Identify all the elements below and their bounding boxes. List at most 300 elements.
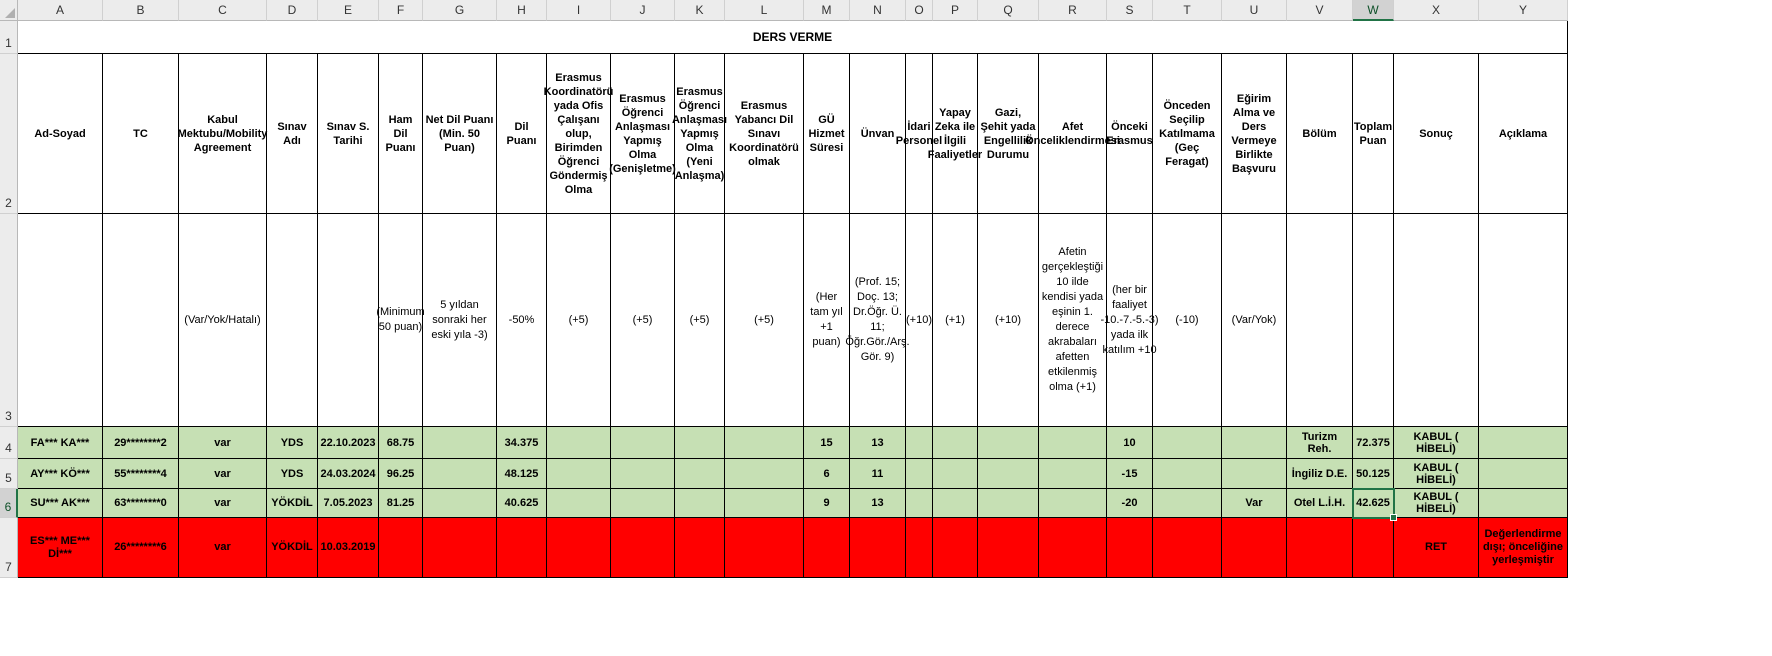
data-cell-e5-text: 24.03.2024 [320, 467, 376, 480]
note-cell-m-text: (Her tam yıl +1 puan) [810, 291, 843, 348]
data-cell-l6[interactable] [725, 489, 804, 518]
data-cell-y6[interactable] [1479, 489, 1568, 518]
row-header-2-text: 2 [5, 196, 12, 210]
note-cell-k[interactable] [675, 214, 725, 427]
row-header-1-text: 1 [5, 36, 12, 50]
row-header-6-text: 6 [4, 500, 12, 514]
data-cell-b6[interactable] [103, 489, 179, 518]
data-cell-y5[interactable] [1479, 459, 1568, 489]
column-header-l[interactable] [725, 0, 804, 21]
row-header-4-text: 4 [5, 441, 12, 455]
data-cell-s7[interactable] [1107, 518, 1153, 578]
data-cell-u5[interactable] [1222, 459, 1287, 489]
note-cell-b[interactable] [103, 214, 179, 427]
data-cell-q6[interactable] [978, 489, 1039, 518]
header-cell-e[interactable] [318, 54, 379, 214]
column-header-g-text: G [454, 3, 465, 17]
data-cell-f5[interactable] [379, 459, 423, 489]
column-header-h-text: H [517, 3, 526, 17]
data-cell-n5[interactable] [850, 459, 906, 489]
header-cell-f[interactable] [379, 54, 423, 214]
note-cell-f[interactable] [376, 214, 425, 427]
data-cell-a6[interactable] [18, 489, 103, 518]
data-cell-k6[interactable] [675, 489, 725, 518]
header-cell-k-text: Erasmus Öğrenci Anlaşması Yapmış Olma (Yeni Anlaşma) [671, 85, 728, 182]
data-cell-a7-text: ES*** ME*** Dİ*** [30, 534, 90, 560]
data-cell-d6-text: YÖKDİL [271, 497, 313, 509]
data-cell-w4-text: 72.375 [1356, 436, 1390, 449]
data-cell-f4[interactable] [379, 427, 423, 459]
data-cell-i4[interactable] [547, 427, 611, 459]
data-cell-p4[interactable] [933, 427, 978, 459]
note-cell-h-text: -50% [508, 313, 535, 326]
header-cell-x[interactable] [1394, 54, 1479, 214]
header-cell-u[interactable] [1222, 54, 1287, 214]
note-cell-p[interactable] [933, 214, 978, 427]
data-cell-q4[interactable] [978, 427, 1039, 459]
row-header-5[interactable] [0, 459, 18, 489]
column-header-c[interactable] [179, 0, 267, 21]
column-header-p[interactable] [933, 0, 978, 21]
data-cell-h4[interactable] [497, 427, 547, 459]
data-cell-b7[interactable] [103, 518, 179, 578]
data-cell-p5[interactable] [933, 459, 978, 489]
data-cell-n6[interactable] [850, 489, 906, 518]
column-header-r-text: R [1068, 3, 1077, 17]
note-cell-n-text: (Prof. 15; Doç. 13; Dr.Öğr. Ü. 11; Öğr.Gör./Arş. Gör. 9) [845, 276, 910, 363]
row-header-3[interactable] [0, 214, 18, 427]
column-header-j-text: J [639, 3, 646, 17]
column-header-j[interactable] [611, 0, 675, 21]
column-header-n-text: N [873, 3, 882, 17]
data-cell-y7-text: Değerlendirme dışı; önceliğine yerleşmiştir [1482, 528, 1564, 566]
data-cell-e6[interactable] [318, 489, 379, 518]
select-all-corner[interactable] [0, 0, 18, 21]
header-cell-v[interactable] [1287, 54, 1353, 214]
data-cell-c5-text: var [214, 467, 231, 480]
note-cell-t[interactable] [1153, 214, 1222, 427]
column-header-v[interactable] [1287, 0, 1353, 21]
header-cell-y[interactable] [1479, 54, 1568, 214]
data-cell-w7[interactable] [1353, 518, 1394, 578]
note-cell-g[interactable] [423, 214, 497, 427]
data-cell-a4[interactable] [18, 427, 103, 459]
note-cell-j-text: (+5) [632, 313, 653, 326]
column-header-s[interactable] [1107, 0, 1153, 21]
note-cell-c[interactable] [179, 214, 267, 427]
data-cell-a5[interactable] [18, 459, 103, 489]
data-cell-c7[interactable] [179, 518, 267, 578]
data-cell-f5-text: 96.25 [386, 467, 415, 480]
data-cell-h4-text: 34.375 [504, 436, 539, 449]
note-cell-i[interactable] [547, 214, 611, 427]
data-cell-y4[interactable] [1479, 427, 1568, 459]
row-header-1[interactable] [0, 21, 18, 54]
column-header-i-text: I [576, 3, 581, 17]
note-cell-c-text: (Var/Yok/Hatalı) [184, 313, 261, 326]
data-cell-s4-text: 10 [1123, 436, 1136, 449]
data-cell-c4[interactable] [179, 427, 267, 459]
column-header-n[interactable] [850, 0, 906, 21]
data-cell-x7-text: RET [1425, 541, 1447, 553]
header-cell-d-text: Sınav Adı [277, 120, 307, 147]
data-cell-q5[interactable] [978, 459, 1039, 489]
data-cell-m6[interactable] [804, 489, 850, 518]
note-cell-d[interactable] [267, 214, 318, 427]
column-header-p-text: P [950, 3, 959, 17]
data-cell-t7[interactable] [1153, 518, 1222, 578]
data-cell-w4[interactable] [1353, 427, 1394, 459]
data-cell-b5-text: 55********4 [114, 467, 167, 480]
note-cell-l-text: (+5) [754, 313, 774, 326]
data-cell-j5[interactable] [611, 459, 675, 489]
note-cell-t-text: (-10) [1175, 313, 1199, 326]
data-cell-r7[interactable] [1039, 518, 1107, 578]
header-cell-w-text: Toplam Puan [1353, 120, 1393, 147]
data-cell-i6[interactable] [547, 489, 611, 518]
header-cell-c-text: Kabul Mektubu/Mobility Agreement [177, 113, 268, 154]
data-cell-u7[interactable] [1222, 518, 1287, 578]
note-cell-i-text: (+5) [568, 313, 589, 326]
data-cell-m6-text: 9 [823, 497, 830, 509]
data-cell-n5-text: 11 [871, 467, 884, 480]
column-header-g[interactable] [423, 0, 497, 21]
header-cell-f-text: Ham Dil Puanı [385, 113, 416, 154]
data-cell-s5-text: -15 [1121, 467, 1138, 480]
note-cell-a[interactable] [18, 214, 103, 427]
row-header-2[interactable] [0, 54, 18, 214]
data-cell-m5[interactable] [804, 459, 850, 489]
row-header-3-text: 3 [5, 409, 12, 423]
data-cell-g7[interactable] [423, 518, 497, 578]
note-cell-o-text: (+10) [906, 313, 932, 326]
header-cell-n-text: Ünvan [860, 127, 895, 140]
sheet-title[interactable]: DERS VERME [18, 21, 1568, 54]
note-cell-n[interactable] [845, 214, 910, 427]
data-cell-x6[interactable] [1394, 489, 1479, 518]
column-header-e[interactable] [318, 0, 379, 21]
header-cell-x-text: Sonuç [1419, 127, 1453, 140]
row-header-7-text: 7 [5, 560, 12, 574]
data-cell-v4[interactable] [1287, 427, 1353, 459]
header-cell-r-text: Afet Önceliklendirmesi [1025, 120, 1120, 147]
data-cell-d4[interactable] [267, 427, 318, 459]
note-cell-p-text: (+1) [945, 313, 965, 326]
data-cell-s6-text: -20 [1121, 497, 1138, 509]
note-cell-m[interactable] [804, 214, 850, 427]
data-cell-r5[interactable] [1039, 459, 1107, 489]
header-cell-m-text: GÜ Hizmet Süresi [808, 113, 845, 154]
data-cell-o5[interactable] [906, 459, 933, 489]
note-cell-q-text: (+10) [995, 313, 1021, 326]
column-header-y-text: Y [1518, 3, 1527, 17]
data-cell-e5[interactable] [318, 459, 379, 489]
data-cell-f7[interactable] [379, 518, 423, 578]
note-cell-e[interactable] [318, 214, 379, 427]
column-header-v-text: V [1315, 3, 1324, 17]
header-cell-b[interactable] [103, 54, 179, 214]
header-cell-d[interactable] [267, 54, 318, 214]
note-cell-g-text: 5 yıldan sonraki her eski yıla -3) [431, 298, 488, 341]
column-header-h[interactable] [497, 0, 547, 21]
note-cell-h[interactable] [497, 214, 547, 427]
data-cell-e7[interactable] [318, 518, 379, 578]
data-cell-w5-text: 50.125 [1356, 467, 1390, 480]
column-header-d-text: D [287, 3, 297, 17]
column-header-k-text: K [695, 3, 704, 17]
data-cell-x5[interactable] [1394, 459, 1479, 489]
data-cell-a6-text: SU*** AK*** [30, 497, 90, 509]
header-cell-o-text: İdari Personel [895, 120, 943, 147]
data-cell-g4[interactable] [423, 427, 497, 459]
data-cell-w6[interactable] [1353, 489, 1394, 518]
data-cell-e4-text: 22.10.2023 [320, 436, 376, 449]
column-header-a[interactable] [18, 0, 103, 21]
header-cell-m[interactable] [804, 54, 850, 214]
header-cell-a-text: Ad-Soyad [34, 127, 86, 140]
data-cell-o7[interactable] [906, 518, 933, 578]
data-cell-c6-text: var [214, 497, 231, 509]
header-cell-h-text: Dil Puanı [506, 120, 537, 147]
row-header-6[interactable] [0, 489, 18, 518]
header-cell-r[interactable] [1025, 54, 1120, 214]
data-cell-m4-text: 15 [820, 436, 833, 449]
data-cell-n4-text: 13 [871, 436, 884, 449]
header-cell-g[interactable] [423, 54, 497, 214]
column-header-u[interactable] [1222, 0, 1287, 21]
data-cell-g5[interactable] [423, 459, 497, 489]
note-cell-y[interactable] [1479, 214, 1568, 427]
data-cell-h7[interactable] [497, 518, 547, 578]
data-cell-b5[interactable] [103, 459, 179, 489]
header-cell-y-text: Açıklama [1498, 127, 1548, 140]
data-cell-w5[interactable] [1353, 459, 1394, 489]
column-header-s-text: S [1125, 3, 1134, 17]
note-cell-u-text: (Var/Yok) [1231, 313, 1277, 326]
data-cell-v5[interactable] [1287, 459, 1353, 489]
data-cell-y7[interactable] [1479, 518, 1568, 578]
data-cell-n6-text: 13 [871, 497, 884, 509]
data-cell-m5-text: 6 [823, 467, 830, 480]
data-cell-s4[interactable] [1107, 427, 1153, 459]
header-cell-l-text: Erasmus Yabancı Dil Sınavı Koordinatörü olmak [729, 99, 799, 168]
note-cell-q[interactable] [978, 214, 1039, 427]
data-cell-i7[interactable] [547, 518, 611, 578]
header-cell-j-text: Erasmus Öğrenci Anlaşması Yapmış Olma (Genişletme) [609, 92, 676, 175]
note-cell-x[interactable] [1394, 214, 1479, 427]
data-cell-e4[interactable] [318, 427, 379, 459]
data-cell-a7[interactable] [18, 518, 103, 578]
note-cell-v[interactable] [1287, 214, 1353, 427]
data-cell-h6[interactable] [497, 489, 547, 518]
column-header-b-text: B [136, 3, 145, 17]
note-cell-l[interactable] [725, 214, 804, 427]
column-header-o-text: O [914, 3, 924, 17]
note-cell-s-text: (her bir faaliyet -10.-7.-5.-3) yada ilk katılım +10 [1100, 283, 1159, 356]
header-cell-c[interactable] [179, 54, 267, 214]
data-cell-m7[interactable] [804, 518, 850, 578]
header-cell-g-text: Net Dil Puanı (Min. 50 Puan) [425, 113, 494, 154]
data-cell-o4[interactable] [906, 427, 933, 459]
data-cell-v6-text: Otel L.İ.H. [1293, 497, 1346, 509]
header-cell-l[interactable] [725, 54, 804, 214]
header-cell-i-text: Erasmus Koordinatörü yada Ofis Çalışanı olup, Birimden Öğrenci Göndermiş Olma [543, 71, 614, 196]
data-cell-f6[interactable] [379, 489, 423, 518]
data-cell-b7-text: 26********6 [114, 541, 167, 553]
data-cell-f4-text: 68.75 [386, 436, 415, 449]
data-cell-e7-text: 10.03.2019 [320, 541, 376, 553]
column-header-x-text: X [1431, 3, 1440, 17]
column-header-x[interactable] [1394, 0, 1479, 21]
column-header-d[interactable] [267, 0, 318, 21]
data-cell-v5-text: İngiliz D.E. [1291, 467, 1348, 480]
data-cell-d6[interactable] [267, 489, 318, 518]
column-header-m-text: M [821, 3, 832, 17]
data-cell-j4[interactable] [611, 427, 675, 459]
header-cell-p-text: Yapay Zeka ile İlgili Faaliyetler [927, 106, 983, 161]
note-cell-f-text: (Minimum 50 puan) [376, 306, 425, 333]
data-cell-t6[interactable] [1153, 489, 1222, 518]
data-cell-b4-text: 29********2 [114, 436, 167, 449]
data-cell-p7[interactable] [933, 518, 978, 578]
data-cell-j6[interactable] [611, 489, 675, 518]
column-header-l-text: L [760, 3, 768, 17]
column-header-a-text: A [55, 3, 64, 17]
data-cell-x6-text: KABUL ( HİBELİ) [1413, 491, 1459, 515]
data-cell-q7[interactable] [978, 518, 1039, 578]
column-header-b[interactable] [103, 0, 179, 21]
data-cell-l7[interactable] [725, 518, 804, 578]
column-header-w-text: W [1367, 2, 1379, 17]
data-cell-v7[interactable] [1287, 518, 1353, 578]
note-cell-j[interactable] [611, 214, 675, 427]
data-cell-i5[interactable] [547, 459, 611, 489]
column-header-e-text: E [343, 3, 352, 17]
column-header-i[interactable] [547, 0, 611, 21]
data-cell-c7-text: var [214, 541, 231, 553]
note-cell-o[interactable] [906, 214, 933, 427]
data-cell-n4[interactable] [850, 427, 906, 459]
data-cell-x4[interactable] [1394, 427, 1479, 459]
column-header-f[interactable] [379, 0, 423, 21]
data-cell-d7[interactable] [267, 518, 318, 578]
data-cell-p6[interactable] [933, 489, 978, 518]
data-cell-u6[interactable] [1222, 489, 1287, 518]
column-header-k[interactable] [675, 0, 725, 21]
data-cell-d5-text: YDS [280, 467, 304, 480]
column-header-t-text: T [1183, 3, 1191, 17]
note-cell-w[interactable] [1353, 214, 1394, 427]
header-cell-q-text: Gazi, Şehit yada Engellilik Durumu [980, 106, 1036, 161]
row-header-4[interactable] [0, 427, 18, 459]
note-cell-r-text: Afetin gerçekleştiği 10 ilde kendisi yada eşinin 1. derece akrabaları afetten etkilenmiş olma (+1) [1041, 246, 1104, 393]
column-header-w[interactable] [1353, 0, 1394, 21]
header-cell-s[interactable] [1107, 54, 1153, 214]
data-cell-d4-text: YDS [280, 436, 304, 449]
data-cell-w6-text: 42.625 [1356, 497, 1390, 509]
data-cell-j7[interactable] [611, 518, 675, 578]
data-cell-u6-text: Var [1245, 497, 1263, 509]
data-cell-c6[interactable] [179, 489, 267, 518]
data-cell-g6[interactable] [423, 489, 497, 518]
note-cell-s[interactable] [1100, 214, 1159, 427]
column-header-y[interactable] [1479, 0, 1568, 21]
data-cell-k4[interactable] [675, 427, 725, 459]
row-header-5-text: 5 [5, 471, 12, 485]
data-cell-l4[interactable] [725, 427, 804, 459]
data-cell-v6[interactable] [1287, 489, 1353, 518]
column-header-u-text: U [1249, 3, 1259, 17]
data-cell-e6-text: 7.05.2023 [323, 497, 373, 509]
column-header-o[interactable] [906, 0, 933, 21]
data-cell-d5[interactable] [267, 459, 318, 489]
data-cell-x7[interactable] [1394, 518, 1479, 578]
header-cell-j[interactable] [611, 54, 675, 214]
column-header-r[interactable] [1039, 0, 1107, 21]
note-cell-k-text: (+5) [689, 313, 710, 326]
data-cell-s6[interactable] [1107, 489, 1153, 518]
data-cell-k7[interactable] [675, 518, 725, 578]
data-cell-s5[interactable] [1107, 459, 1153, 489]
data-cell-h6-text: 40.625 [504, 497, 539, 509]
header-cell-e-text: Sınav S. Tarihi [326, 120, 370, 147]
data-cell-a5-text: AY*** KÖ*** [30, 467, 90, 480]
header-cell-i[interactable] [543, 54, 614, 214]
header-cell-a[interactable] [18, 54, 103, 214]
data-cell-x4-text: KABUL ( HİBELİ) [1413, 430, 1459, 455]
header-cell-u-text: Eğirim Alma ve Ders Vermeye Birlikte Başvuru [1231, 92, 1277, 175]
header-cell-k[interactable] [671, 54, 728, 214]
data-cell-h5[interactable] [497, 459, 547, 489]
data-cell-t5[interactable] [1153, 459, 1222, 489]
header-cell-b-text: TC [133, 127, 148, 140]
column-header-f-text: F [396, 3, 405, 17]
header-cell-s-text: Önceki Erasmus [1106, 120, 1153, 147]
data-cell-r4[interactable] [1039, 427, 1107, 459]
data-cell-d7-text: YÖKDİL [271, 541, 313, 553]
data-cell-t4[interactable] [1153, 427, 1222, 459]
data-cell-o6[interactable] [906, 489, 933, 518]
note-cell-u[interactable] [1222, 214, 1287, 427]
data-cell-u4[interactable] [1222, 427, 1287, 459]
data-cell-h5-text: 48.125 [504, 467, 539, 480]
data-cell-l5[interactable] [725, 459, 804, 489]
header-cell-p[interactable] [927, 54, 983, 214]
data-cell-k5[interactable] [675, 459, 725, 489]
header-cell-h[interactable] [497, 54, 547, 214]
row-header-7[interactable] [0, 518, 18, 578]
data-cell-v4-text: Turizm Reh. [1301, 430, 1338, 455]
column-header-q-text: Q [1003, 3, 1013, 17]
data-cell-c4-text: var [214, 436, 231, 449]
header-cell-t[interactable] [1153, 54, 1222, 214]
header-cell-t-text: Önceden Seçilip Katılmama (Geç Feragat) [1159, 99, 1215, 168]
data-cell-c5[interactable] [179, 459, 267, 489]
column-header-m[interactable] [804, 0, 850, 21]
data-cell-r6[interactable] [1039, 489, 1107, 518]
column-header-c-text: C [218, 3, 227, 17]
data-cell-n7[interactable] [850, 518, 906, 578]
data-cell-m4[interactable] [804, 427, 850, 459]
data-cell-f6-text: 81.25 [386, 497, 415, 509]
note-cell-r[interactable] [1039, 214, 1107, 427]
data-cell-b4[interactable] [103, 427, 179, 459]
header-cell-w[interactable] [1353, 54, 1394, 214]
data-cell-b6-text: 63********0 [114, 497, 167, 509]
header-cell-v-text: Bölüm [1302, 127, 1337, 140]
column-header-q[interactable] [978, 0, 1039, 21]
column-header-t[interactable] [1153, 0, 1222, 21]
